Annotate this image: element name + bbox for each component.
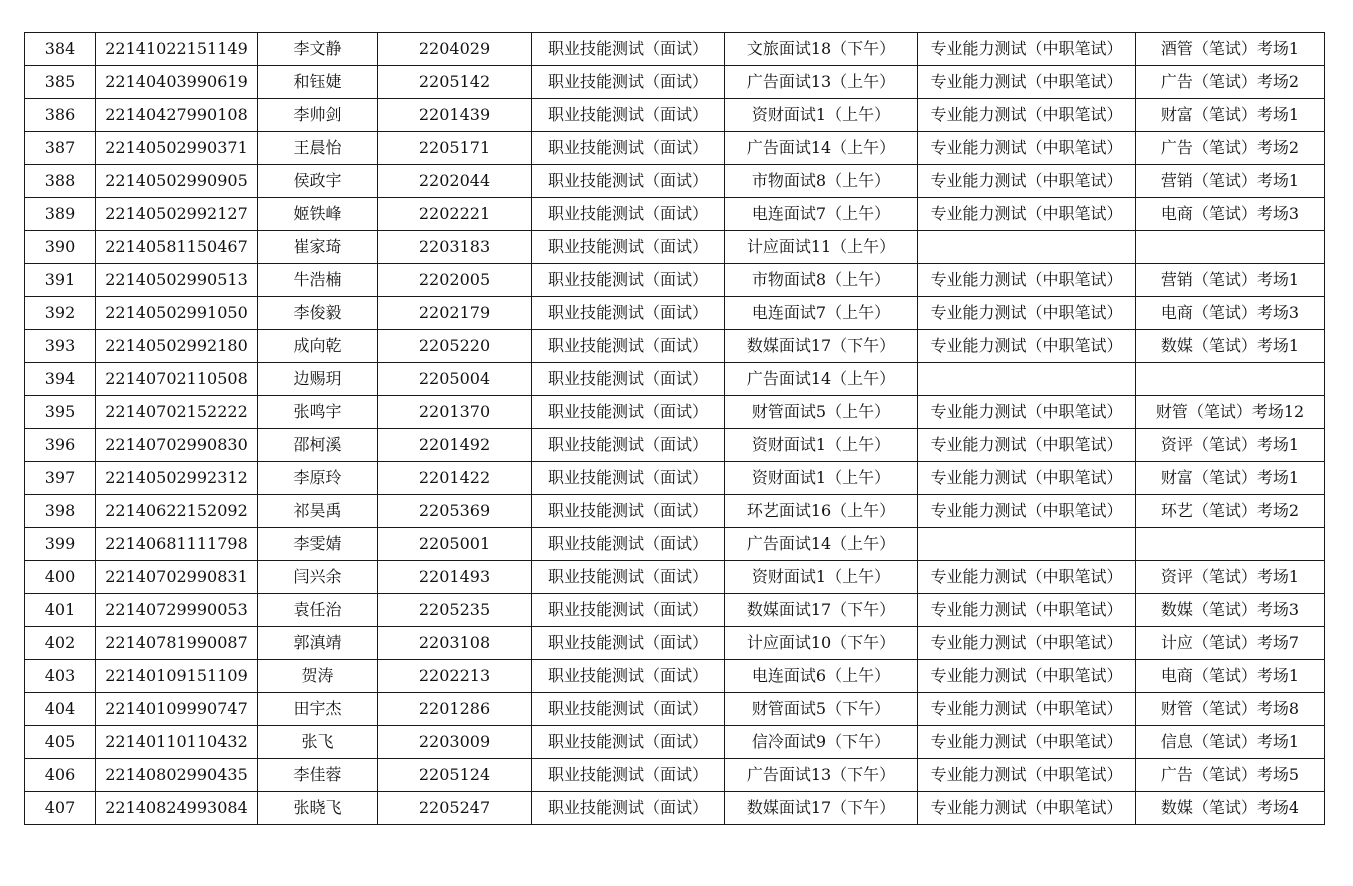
exam-id-cell: 2202221 <box>378 198 532 231</box>
skill-test-cell: 职业技能测试（面试） <box>532 231 725 264</box>
interview-room-cell: 资财面试1（上午） <box>725 561 918 594</box>
seq-number-cell: 390 <box>25 231 96 264</box>
exam-schedule-sheet <box>24 32 1325 825</box>
exam-id-cell: 2201493 <box>378 561 532 594</box>
student-name-cell: 袁任治 <box>258 594 378 627</box>
student-name-cell: 牛浩楠 <box>258 264 378 297</box>
student-name-cell: 成向乾 <box>258 330 378 363</box>
seq-number-cell: 398 <box>25 495 96 528</box>
table-row <box>25 660 1325 693</box>
skill-test-cell: 职业技能测试（面试） <box>532 363 725 396</box>
candidate-number-cell: 22140502990371 <box>96 132 258 165</box>
written-exam-room-cell: 数媒（笔试）考场3 <box>1136 594 1325 627</box>
written-exam-room-cell: 财富（笔试）考场1 <box>1136 462 1325 495</box>
candidate-number-cell: 22141022151149 <box>96 33 258 66</box>
table-row <box>25 627 1325 660</box>
skill-test-cell: 职业技能测试（面试） <box>532 396 725 429</box>
written-exam-room-cell <box>1136 363 1325 396</box>
table-row <box>25 132 1325 165</box>
skill-test-cell: 职业技能测试（面试） <box>532 594 725 627</box>
exam-id-cell: 2202005 <box>378 264 532 297</box>
written-exam-room-cell: 广告（笔试）考场2 <box>1136 66 1325 99</box>
exam-id-cell: 2205171 <box>378 132 532 165</box>
ability-test-cell: 专业能力测试（中职笔试） <box>918 792 1136 825</box>
written-exam-room-cell: 财富（笔试）考场1 <box>1136 99 1325 132</box>
exam-id-cell: 2205247 <box>378 792 532 825</box>
ability-test-cell: 专业能力测试（中职笔试） <box>918 429 1136 462</box>
exam-id-cell: 2202179 <box>378 297 532 330</box>
table-row <box>25 33 1325 66</box>
student-name-cell: 李俊毅 <box>258 297 378 330</box>
candidate-number-cell: 22140403990619 <box>96 66 258 99</box>
table-row <box>25 726 1325 759</box>
student-name-cell: 侯政宇 <box>258 165 378 198</box>
interview-room-cell: 电连面试7（上午） <box>725 297 918 330</box>
candidate-number-cell: 22140109151109 <box>96 660 258 693</box>
written-exam-room-cell: 电商（笔试）考场1 <box>1136 660 1325 693</box>
written-exam-room-cell: 广告（笔试）考场5 <box>1136 759 1325 792</box>
candidate-number-cell: 22140781990087 <box>96 627 258 660</box>
interview-room-cell: 计应面试11（上午） <box>725 231 918 264</box>
table-row <box>25 165 1325 198</box>
ability-test-cell: 专业能力测试（中职笔试） <box>918 627 1136 660</box>
interview-room-cell: 市物面试8（上午） <box>725 264 918 297</box>
candidate-number-cell: 22140702110508 <box>96 363 258 396</box>
skill-test-cell: 职业技能测试（面试） <box>532 33 725 66</box>
exam-id-cell: 2203108 <box>378 627 532 660</box>
ability-test-cell: 专业能力测试（中职笔试） <box>918 66 1136 99</box>
table-row <box>25 429 1325 462</box>
interview-room-cell: 资财面试1（上午） <box>725 99 918 132</box>
ability-test-cell: 专业能力测试（中职笔试） <box>918 33 1136 66</box>
skill-test-cell: 职业技能测试（面试） <box>532 462 725 495</box>
written-exam-room-cell: 财管（笔试）考场12 <box>1136 396 1325 429</box>
exam-id-cell: 2203183 <box>378 231 532 264</box>
exam-id-cell: 2205235 <box>378 594 532 627</box>
seq-number-cell: 407 <box>25 792 96 825</box>
student-name-cell: 姬铁峰 <box>258 198 378 231</box>
seq-number-cell: 402 <box>25 627 96 660</box>
skill-test-cell: 职业技能测试（面试） <box>532 132 725 165</box>
skill-test-cell: 职业技能测试（面试） <box>532 627 725 660</box>
skill-test-cell: 职业技能测试（面试） <box>532 165 725 198</box>
written-exam-room-cell: 资评（笔试）考场1 <box>1136 561 1325 594</box>
exam-id-cell: 2201370 <box>378 396 532 429</box>
exam-id-cell: 2205220 <box>378 330 532 363</box>
student-name-cell: 李文静 <box>258 33 378 66</box>
ability-test-cell: 专业能力测试（中职笔试） <box>918 132 1136 165</box>
table-row <box>25 231 1325 264</box>
candidate-number-cell: 22140502990513 <box>96 264 258 297</box>
interview-room-cell: 广告面试13（下午） <box>725 759 918 792</box>
ability-test-cell: 专业能力测试（中职笔试） <box>918 198 1136 231</box>
interview-room-cell: 资财面试1（上午） <box>725 462 918 495</box>
exam-id-cell: 2205124 <box>378 759 532 792</box>
ability-test-cell: 专业能力测试（中职笔试） <box>918 396 1136 429</box>
table-row <box>25 363 1325 396</box>
written-exam-room-cell: 营销（笔试）考场1 <box>1136 165 1325 198</box>
student-name-cell: 崔家琦 <box>258 231 378 264</box>
written-exam-room-cell: 电商（笔试）考场3 <box>1136 198 1325 231</box>
exam-id-cell: 2205004 <box>378 363 532 396</box>
ability-test-cell <box>918 528 1136 561</box>
exam-id-cell: 2204029 <box>378 33 532 66</box>
skill-test-cell: 职业技能测试（面试） <box>532 429 725 462</box>
skill-test-cell: 职业技能测试（面试） <box>532 726 725 759</box>
written-exam-room-cell: 环艺（笔试）考场2 <box>1136 495 1325 528</box>
written-exam-room-cell: 计应（笔试）考场7 <box>1136 627 1325 660</box>
written-exam-room-cell: 数媒（笔试）考场1 <box>1136 330 1325 363</box>
interview-room-cell: 环艺面试16（上午） <box>725 495 918 528</box>
interview-room-cell: 广告面试14（上午） <box>725 528 918 561</box>
seq-number-cell: 403 <box>25 660 96 693</box>
written-exam-room-cell: 广告（笔试）考场2 <box>1136 132 1325 165</box>
table-row <box>25 759 1325 792</box>
seq-number-cell: 396 <box>25 429 96 462</box>
exam-schedule-table <box>24 32 1325 825</box>
seq-number-cell: 384 <box>25 33 96 66</box>
exam-id-cell: 2203009 <box>378 726 532 759</box>
written-exam-room-cell: 信息（笔试）考场1 <box>1136 726 1325 759</box>
ability-test-cell <box>918 363 1136 396</box>
seq-number-cell: 393 <box>25 330 96 363</box>
candidate-number-cell: 22140502992127 <box>96 198 258 231</box>
student-name-cell: 李佳蓉 <box>258 759 378 792</box>
student-name-cell: 郭滇靖 <box>258 627 378 660</box>
ability-test-cell: 专业能力测试（中职笔试） <box>918 330 1136 363</box>
student-name-cell: 王晨怡 <box>258 132 378 165</box>
candidate-number-cell: 22140802990435 <box>96 759 258 792</box>
skill-test-cell: 职业技能测试（面试） <box>532 198 725 231</box>
student-name-cell: 和钰婕 <box>258 66 378 99</box>
table-row <box>25 330 1325 363</box>
skill-test-cell: 职业技能测试（面试） <box>532 759 725 792</box>
candidate-number-cell: 22140502992180 <box>96 330 258 363</box>
exam-id-cell: 2201492 <box>378 429 532 462</box>
table-row <box>25 693 1325 726</box>
skill-test-cell: 职业技能测试（面试） <box>532 495 725 528</box>
seq-number-cell: 389 <box>25 198 96 231</box>
skill-test-cell: 职业技能测试（面试） <box>532 297 725 330</box>
seq-number-cell: 386 <box>25 99 96 132</box>
candidate-number-cell: 22140502992312 <box>96 462 258 495</box>
written-exam-room-cell: 营销（笔试）考场1 <box>1136 264 1325 297</box>
table-row <box>25 198 1325 231</box>
ability-test-cell: 专业能力测试（中职笔试） <box>918 660 1136 693</box>
candidate-number-cell: 22140702990830 <box>96 429 258 462</box>
ability-test-cell: 专业能力测试（中职笔试） <box>918 99 1136 132</box>
student-name-cell: 闫兴余 <box>258 561 378 594</box>
exam-id-cell: 2202044 <box>378 165 532 198</box>
seq-number-cell: 405 <box>25 726 96 759</box>
seq-number-cell: 391 <box>25 264 96 297</box>
written-exam-room-cell <box>1136 528 1325 561</box>
interview-room-cell: 市物面试8（上午） <box>725 165 918 198</box>
student-name-cell: 李雯婧 <box>258 528 378 561</box>
table-row <box>25 396 1325 429</box>
skill-test-cell: 职业技能测试（面试） <box>532 660 725 693</box>
interview-room-cell: 电连面试7（上午） <box>725 198 918 231</box>
interview-room-cell: 广告面试14（上午） <box>725 363 918 396</box>
table-row <box>25 594 1325 627</box>
skill-test-cell: 职业技能测试（面试） <box>532 561 725 594</box>
interview-room-cell: 广告面试13（上午） <box>725 66 918 99</box>
interview-room-cell: 财管面试5（上午） <box>725 396 918 429</box>
table-row <box>25 264 1325 297</box>
ability-test-cell: 专业能力测试（中职笔试） <box>918 759 1136 792</box>
exam-id-cell: 2205001 <box>378 528 532 561</box>
ability-test-cell: 专业能力测试（中职笔试） <box>918 165 1136 198</box>
written-exam-room-cell: 资评（笔试）考场1 <box>1136 429 1325 462</box>
candidate-number-cell: 22140702152222 <box>96 396 258 429</box>
interview-room-cell: 信冷面试9（下午） <box>725 726 918 759</box>
student-name-cell: 张鸣宇 <box>258 396 378 429</box>
exam-id-cell: 2201422 <box>378 462 532 495</box>
seq-number-cell: 387 <box>25 132 96 165</box>
student-name-cell: 田宇杰 <box>258 693 378 726</box>
student-name-cell: 边赐玥 <box>258 363 378 396</box>
exam-id-cell: 2201439 <box>378 99 532 132</box>
skill-test-cell: 职业技能测试（面试） <box>532 330 725 363</box>
written-exam-room-cell <box>1136 231 1325 264</box>
exam-id-cell: 2201286 <box>378 693 532 726</box>
interview-room-cell: 广告面试14（上午） <box>725 132 918 165</box>
skill-test-cell: 职业技能测试（面试） <box>532 264 725 297</box>
ability-test-cell: 专业能力测试（中职笔试） <box>918 693 1136 726</box>
ability-test-cell: 专业能力测试（中职笔试） <box>918 594 1136 627</box>
skill-test-cell: 职业技能测试（面试） <box>532 792 725 825</box>
seq-number-cell: 401 <box>25 594 96 627</box>
candidate-number-cell: 22140702990831 <box>96 561 258 594</box>
written-exam-room-cell: 酒管（笔试）考场1 <box>1136 33 1325 66</box>
interview-room-cell: 财管面试5（下午） <box>725 693 918 726</box>
table-body <box>25 33 1325 825</box>
table-row <box>25 66 1325 99</box>
interview-room-cell: 数媒面试17（下午） <box>725 594 918 627</box>
table-row <box>25 495 1325 528</box>
skill-test-cell: 职业技能测试（面试） <box>532 99 725 132</box>
seq-number-cell: 404 <box>25 693 96 726</box>
skill-test-cell: 职业技能测试（面试） <box>532 66 725 99</box>
seq-number-cell: 385 <box>25 66 96 99</box>
candidate-number-cell: 22140427990108 <box>96 99 258 132</box>
seq-number-cell: 394 <box>25 363 96 396</box>
ability-test-cell: 专业能力测试（中职笔试） <box>918 495 1136 528</box>
ability-test-cell <box>918 231 1136 264</box>
table-row <box>25 561 1325 594</box>
candidate-number-cell: 22140109990747 <box>96 693 258 726</box>
table-row <box>25 99 1325 132</box>
exam-id-cell: 2205369 <box>378 495 532 528</box>
table-row <box>25 528 1325 561</box>
student-name-cell: 邵柯溪 <box>258 429 378 462</box>
candidate-number-cell: 22140824993084 <box>96 792 258 825</box>
seq-number-cell: 392 <box>25 297 96 330</box>
seq-number-cell: 399 <box>25 528 96 561</box>
seq-number-cell: 400 <box>25 561 96 594</box>
candidate-number-cell: 22140581150467 <box>96 231 258 264</box>
table-row <box>25 297 1325 330</box>
exam-id-cell: 2205142 <box>378 66 532 99</box>
interview-room-cell: 计应面试10（下午） <box>725 627 918 660</box>
interview-room-cell: 文旅面试18（下午） <box>725 33 918 66</box>
interview-room-cell: 电连面试6（上午） <box>725 660 918 693</box>
candidate-number-cell: 22140110110432 <box>96 726 258 759</box>
written-exam-room-cell: 电商（笔试）考场3 <box>1136 297 1325 330</box>
candidate-number-cell: 22140502990905 <box>96 165 258 198</box>
student-name-cell: 祁昊禹 <box>258 495 378 528</box>
interview-room-cell: 数媒面试17（下午） <box>725 792 918 825</box>
student-name-cell: 李原玲 <box>258 462 378 495</box>
exam-id-cell: 2202213 <box>378 660 532 693</box>
written-exam-room-cell: 财管（笔试）考场8 <box>1136 693 1325 726</box>
ability-test-cell: 专业能力测试（中职笔试） <box>918 264 1136 297</box>
seq-number-cell: 388 <box>25 165 96 198</box>
student-name-cell: 李帅剑 <box>258 99 378 132</box>
candidate-number-cell: 22140502991050 <box>96 297 258 330</box>
table-row <box>25 792 1325 825</box>
ability-test-cell: 专业能力测试（中职笔试） <box>918 726 1136 759</box>
student-name-cell: 张飞 <box>258 726 378 759</box>
candidate-number-cell: 22140681111798 <box>96 528 258 561</box>
ability-test-cell: 专业能力测试（中职笔试） <box>918 297 1136 330</box>
written-exam-room-cell: 数媒（笔试）考场4 <box>1136 792 1325 825</box>
student-name-cell: 贺涛 <box>258 660 378 693</box>
interview-room-cell: 数媒面试17（下午） <box>725 330 918 363</box>
student-name-cell: 张晓飞 <box>258 792 378 825</box>
candidate-number-cell: 22140622152092 <box>96 495 258 528</box>
skill-test-cell: 职业技能测试（面试） <box>532 693 725 726</box>
interview-room-cell: 资财面试1（上午） <box>725 429 918 462</box>
seq-number-cell: 406 <box>25 759 96 792</box>
seq-number-cell: 397 <box>25 462 96 495</box>
ability-test-cell: 专业能力测试（中职笔试） <box>918 561 1136 594</box>
skill-test-cell: 职业技能测试（面试） <box>532 528 725 561</box>
ability-test-cell: 专业能力测试（中职笔试） <box>918 462 1136 495</box>
seq-number-cell: 395 <box>25 396 96 429</box>
table-row <box>25 462 1325 495</box>
candidate-number-cell: 22140729990053 <box>96 594 258 627</box>
